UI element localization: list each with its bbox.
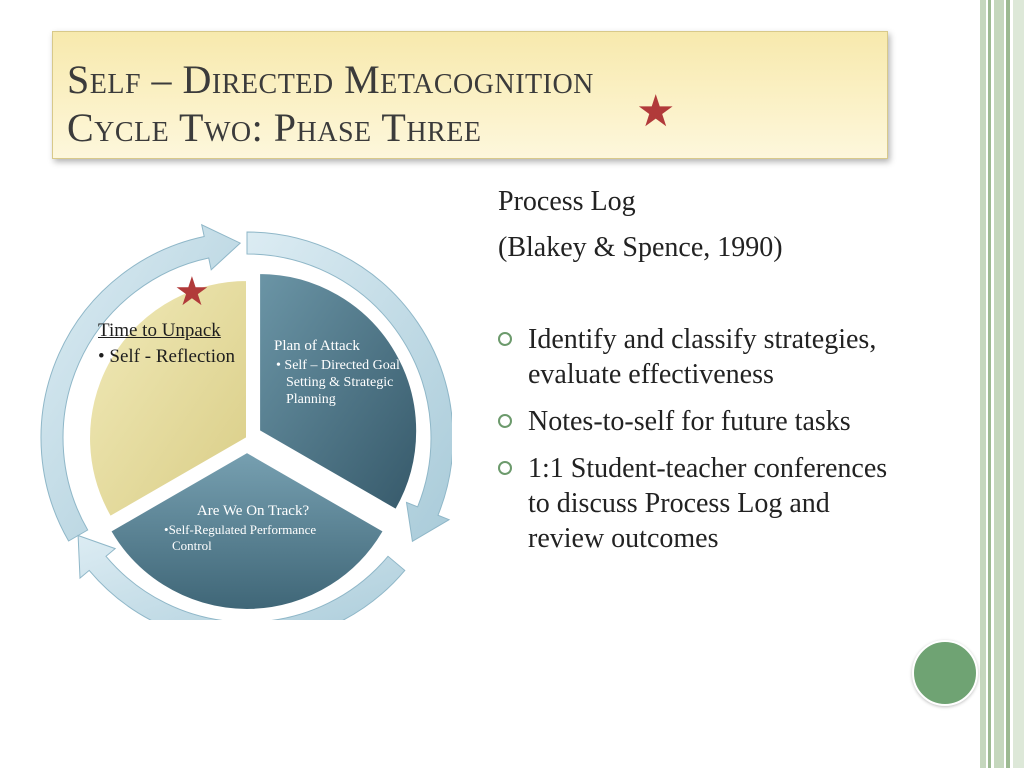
segment-time-to-unpack (98, 320, 248, 368)
bullet-marker: • (98, 346, 105, 367)
segment-bullet-text: Self - Reflection (109, 346, 235, 367)
bullet-circle-icon (498, 414, 512, 428)
bullet-list (498, 322, 908, 568)
slide-title-line-1: Self – Directed Metacognition (67, 57, 594, 102)
bullet-marker: • (276, 358, 281, 373)
segment-plan-of-attack (274, 338, 409, 408)
title-box (52, 31, 888, 159)
decorative-stripe (994, 0, 1004, 768)
bullet-text: 1:1 Student-teacher conferences to discuss Process Log and review outcomes (528, 453, 888, 554)
segment-heading: Time to Unpack (98, 320, 221, 341)
segment-bullet (148, 522, 358, 554)
bullet-item (498, 451, 908, 556)
bullet-item (498, 404, 908, 439)
segment-bullet (98, 346, 248, 368)
segment-heading: Plan of Attack (274, 338, 360, 354)
bullet-text: Notes-to-self for future tasks (528, 406, 851, 437)
decorative-stripe (1006, 0, 1010, 768)
decorative-circle (912, 640, 978, 706)
citation: (Blakey & Spence, 1990) (498, 232, 783, 263)
decorative-stripe (988, 0, 991, 768)
bullet-item (498, 322, 908, 392)
star-icon: ★ (174, 269, 210, 314)
slide-title-line-2: Cycle Two: Phase Three (67, 105, 482, 150)
bullet-circle-icon (498, 461, 512, 475)
bullet-text: Identify and classify strategies, evaluate effectiveness (528, 324, 877, 390)
bullet-circle-icon (498, 332, 512, 346)
process-log-heading: Process Log (498, 186, 636, 217)
decorative-stripe (1013, 0, 1024, 768)
segment-bullet-text: Self – Directed Goal Setting & Strategic Planning (284, 358, 400, 407)
segment-bullet (274, 357, 409, 408)
decorative-stripe (980, 0, 986, 768)
star-icon: ★ (636, 87, 676, 136)
segment-heading: Are We On Track? (196, 503, 310, 519)
segment-are-we-on-track (148, 502, 358, 554)
bullet-marker: • (164, 522, 169, 537)
segment-bullet-text: Self-Regulated Performance Control (168, 522, 317, 553)
